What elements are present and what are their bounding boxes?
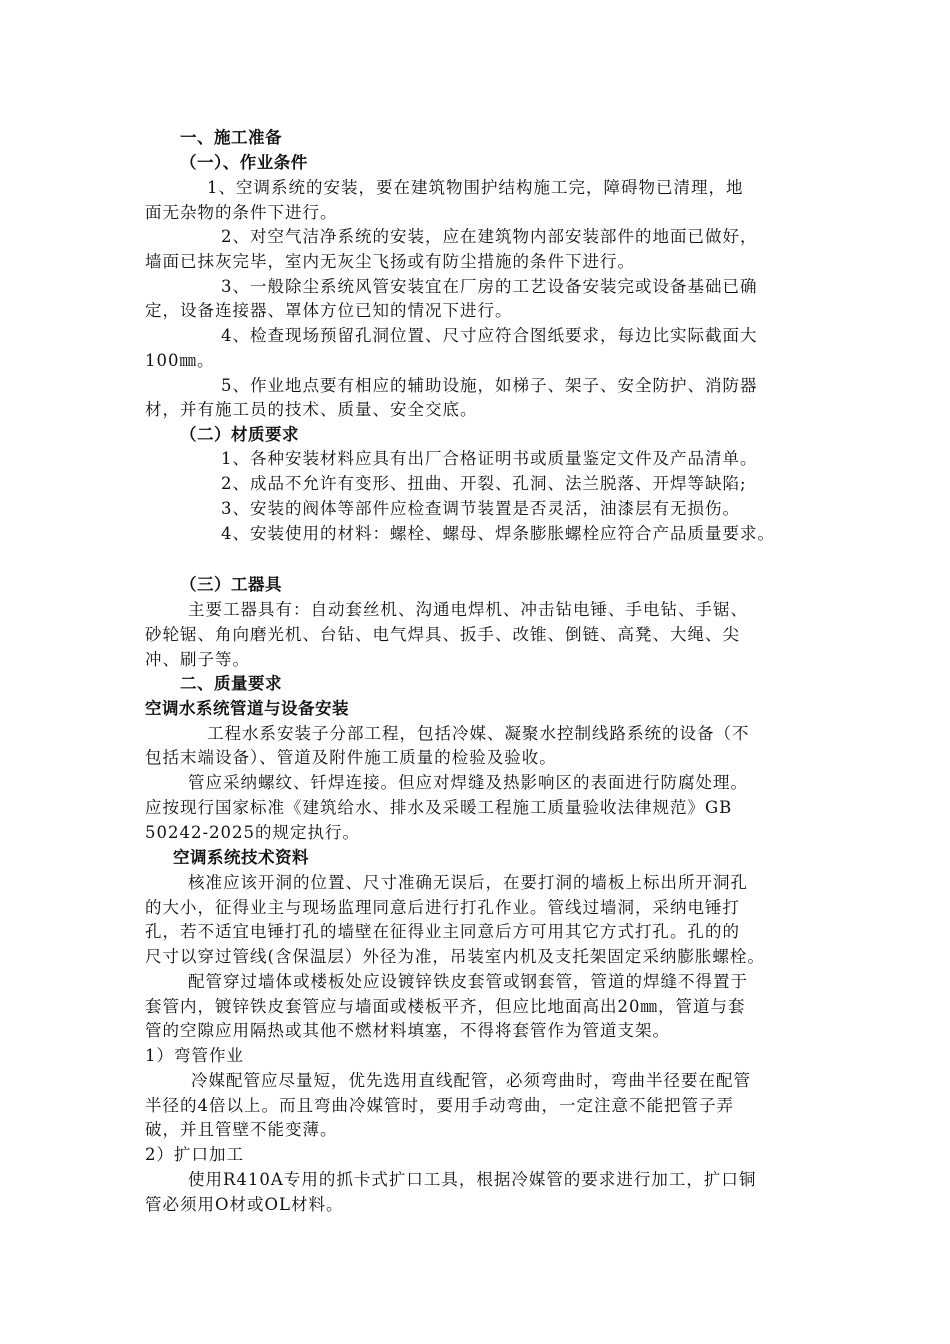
paragraph-line: 应按现行国家标准《建筑给水、排水及采暖工程施工质量验收法律规范》GB — [145, 798, 733, 817]
subheading-ac-water-system: 空调水系统管道与设备安装 — [145, 699, 349, 718]
paragraph-line: 配管穿过墙体或楼板处应设镀锌铁皮套管或钢套管，管道的焊缝不得置于 — [188, 972, 748, 991]
paragraph-line: 1、各种安装材料应具有出厂合格证明书或质量鉴定文件及产品清单。 — [221, 449, 758, 468]
paragraph-line: 半径的4倍以上。而且弯曲冷媒管时，要用手动弯曲，一定注意不能把管子弄 — [145, 1096, 734, 1115]
paragraph-line: 材，并有施工员的技术、质量、安全交底。 — [145, 400, 478, 419]
paragraph-line: 孔，若不适宜电锤打孔的墙壁在征得业主同意后方可用其它方式打孔。孔的的 — [145, 922, 740, 941]
paragraph-line: 管的空隙应用隔热或其他不燃材料填塞，不得将套管作为管道支架。 — [145, 1021, 670, 1040]
paragraph-line: 冷媒配管应尽量短，优先选用直线配管，必须弯曲时，弯曲半径要在配管 — [191, 1071, 751, 1090]
paragraph-line: 4、安装使用的材料：螺栓、螺母、焊条膨胀螺栓应符合产品质量要求。 — [221, 524, 775, 543]
paragraph-line: 管必须用O材或OL材料。 — [145, 1195, 344, 1214]
paragraph-line: 定，设备连接器、罩体方位已知的情况下进行。 — [145, 301, 513, 320]
paragraph-line: 2、对空气洁净系统的安装，应在建筑物内部安装部件的地面已做好， — [221, 227, 758, 246]
subheading-ac-technical-data: 空调系统技术资料 — [173, 848, 309, 867]
paragraph-line: 管应采纳螺纹、钎焊连接。但应对焊缝及热影响区的表面进行防腐处理。 — [188, 773, 748, 792]
paragraph-line: 的大小，征得业主与现场监理同意后进行打孔作业。管线过墙洞，采纳电锤打 — [145, 898, 740, 917]
heading-quality-requirements: 二、质量要求 — [180, 674, 282, 693]
paragraph-line: 面无杂物的条件下进行。 — [145, 203, 338, 222]
paragraph-line: 1、空调系统的安装，要在建筑物围护结构施工完，障碍物已清理，地 — [207, 178, 744, 197]
paragraph-line: 包括末端设备）、管道及附件施工质量的检验及验收。 — [145, 748, 557, 767]
paragraph-line: 墙面已抹灰完毕，室内无灰尘飞扬或有防尘措施的条件下进行。 — [145, 252, 635, 271]
paragraph-line: 3、安装的阀体等部件应检查调节装置是否灵活，油漆层有无损伤。 — [221, 499, 740, 518]
subheading-work-conditions: （一）、作业条件 — [180, 153, 308, 172]
paragraph-line: 3、一般除尘系统风管安装宜在厂房的工艺设备安装完或设备基础已确 — [221, 277, 758, 296]
paragraph-line: 2、成品不允许有变形、扭曲、开裂、孔洞、法兰脱落、开焊等缺陷; — [221, 474, 747, 493]
paragraph-line: 主要工器具有：自动套丝机、沟通电焊机、冲击钻电锤、手电钻、手锯、 — [188, 600, 748, 619]
paragraph-line: 冲、刷子等。 — [145, 650, 250, 669]
paragraph-line: 工程水系安装子分部工程，包括冷媒、凝聚水控制线路系统的设备（不 — [207, 724, 750, 743]
subheading-pipe-bending: 1）弯管作业 — [145, 1046, 244, 1065]
paragraph-line: 套管内，镀锌铁皮套管应与墙面或楼板平齐，但应比地面高出20㎜，管道与套 — [145, 997, 746, 1016]
paragraph-line: 砂轮锯、角向磨光机、台钻、电气焊具、扳手、改锥、倒链、高凳、大绳、尖 — [145, 625, 740, 644]
heading-construction-preparation: 一、施工准备 — [180, 128, 282, 147]
paragraph-line: 4、检查现场预留孔洞位置、尺寸应符合图纸要求，每边比实际截面大 — [221, 326, 758, 345]
paragraph-line: 50242-2025的规定执行。 — [145, 823, 361, 842]
paragraph-line: 100㎜。 — [145, 351, 215, 370]
paragraph-line: 破，并且管壁不能变薄。 — [145, 1120, 338, 1139]
subheading-material-requirements: （二）材质要求 — [180, 425, 299, 444]
paragraph-line: 尺寸以穿过管线(含保温层）外径为准，吊装室内机及支托架固定采纳膨胀螺栓。 — [145, 947, 765, 966]
paragraph-line: 使用R410A专用的抓卡式扩口工具，根据冷媒管的要求进行加工，扩口铜 — [188, 1170, 757, 1189]
subheading-flaring: 2）扩口加工 — [145, 1145, 244, 1164]
paragraph-line: 5、作业地点要有相应的辅助设施，如梯子、架子、安全防护、消防器 — [221, 376, 758, 395]
paragraph-line: 核准应该开洞的位置、尺寸准确无误后，在要打洞的墙板上标出所开洞孔 — [188, 873, 748, 892]
subheading-tools: （三）工器具 — [180, 575, 282, 594]
